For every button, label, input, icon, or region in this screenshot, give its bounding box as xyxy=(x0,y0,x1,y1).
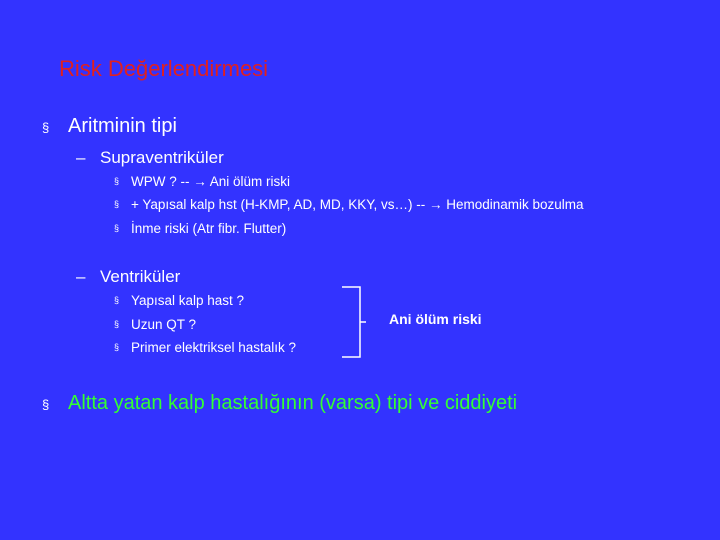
sub-sub-bullet-primer-elektriksel xyxy=(114,340,344,358)
square-bullet-icon: § xyxy=(114,319,120,329)
sub-sub-bullet-yapisal-kalp-hst xyxy=(114,197,704,215)
bullet-text: Altta yatan kalp hastalığının (varsa) tipi ve ciddiyeti xyxy=(68,392,518,414)
dash-bullet-icon: – xyxy=(76,148,86,167)
sub-sub-bullet-text: İnme riski (Atr fibr. Flutter) xyxy=(131,221,287,236)
bullet-text: Aritminin tipi xyxy=(68,115,177,137)
sub-sub-bullet-wpw xyxy=(114,174,674,192)
square-bullet-icon: § xyxy=(114,199,120,209)
sub-bullet-text: Ventriküler xyxy=(100,267,181,286)
bracket-label: Ani ölüm riski xyxy=(389,311,482,327)
sub-sub-bullet-inme-riski xyxy=(114,221,674,239)
sub-sub-bullet-text: Uzun QT ? xyxy=(131,317,197,332)
sub-sub-bullet-text: WPW ? -- → Ani ölüm riski xyxy=(131,174,291,189)
sub-sub-bullet-text: Yapısal kalp hast ? xyxy=(131,293,245,308)
square-bullet-icon: § xyxy=(42,120,50,135)
square-bullet-icon: § xyxy=(42,397,50,412)
square-bullet-icon: § xyxy=(114,176,120,186)
sub-sub-bullet-text: Primer elektriksel hastalık ? xyxy=(131,340,297,355)
square-bullet-icon: § xyxy=(114,295,120,305)
dash-bullet-icon: – xyxy=(76,267,86,286)
square-bullet-icon: § xyxy=(114,342,120,352)
sub-sub-bullet-text: + Yapısal kalp hst (H-KMP, AD, MD, KKY, vs…) -- → Hemodinamik bozulma xyxy=(131,197,584,212)
slide-title: Risk Değerlendirmesi xyxy=(59,56,269,81)
sub-bullet-text: Supraventriküler xyxy=(100,148,224,167)
sub-sub-bullet-uzun-qt xyxy=(114,317,344,335)
square-bullet-icon: § xyxy=(114,223,120,233)
sub-sub-bullet-yapisal-kalp-hast xyxy=(114,293,344,311)
sub-bullet-ventrikuler xyxy=(76,267,376,289)
sub-bullet-supraventrikuler xyxy=(76,148,376,170)
bullet-aritminin-tipi xyxy=(42,115,442,139)
right-bracket-icon xyxy=(340,285,380,361)
bullet-altta-yatan xyxy=(42,392,682,418)
